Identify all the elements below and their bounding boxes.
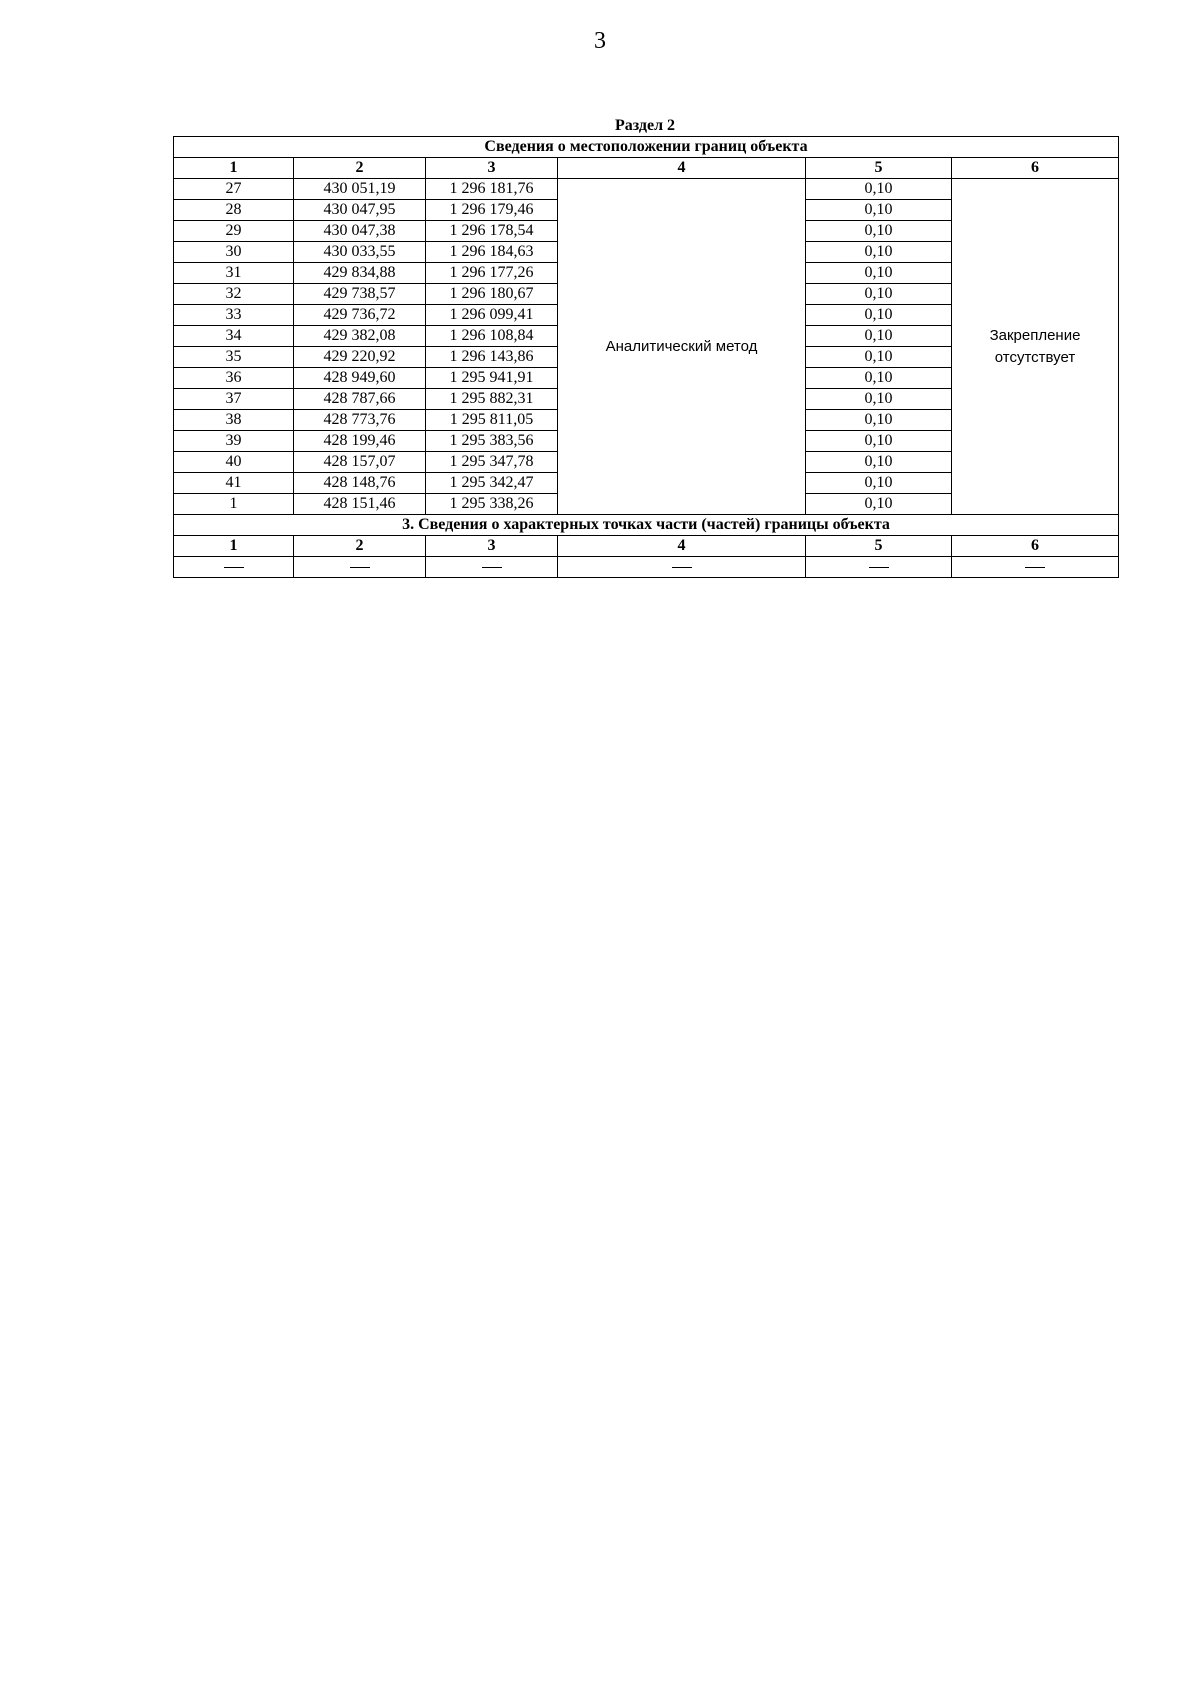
- accuracy-cell: 0,10: [806, 326, 952, 347]
- section-title: Раздел 2: [614, 117, 676, 134]
- empty-row: [174, 557, 1119, 578]
- column-number-row-2: [174, 536, 1119, 557]
- y-coordinate-cell: 1 296 143,86: [426, 347, 558, 368]
- accuracy-cell: 0,10: [806, 200, 952, 221]
- point-number-cell: 29: [174, 221, 294, 242]
- point-number-cell: 35: [174, 347, 294, 368]
- x-coordinate-cell: 429 382,08: [294, 326, 426, 347]
- y-coordinate-cell: 1 296 178,54: [426, 221, 558, 242]
- accuracy-cell: 0,10: [806, 473, 952, 494]
- point-number-cell: 31: [174, 263, 294, 284]
- accuracy-cell: 0,10: [806, 410, 952, 431]
- accuracy-cell: 0,10: [806, 494, 952, 515]
- y-coordinate-cell: 1 295 347,78: [426, 452, 558, 473]
- y-coordinate-cell: 1 296 099,41: [426, 305, 558, 326]
- column-number: 4: [558, 158, 806, 179]
- point-number-cell: 41: [174, 473, 294, 494]
- accuracy-cell: 0,10: [806, 242, 952, 263]
- x-coordinate-cell: 428 151,46: [294, 494, 426, 515]
- empty-cell: [558, 557, 806, 578]
- x-coordinate-cell: 428 157,07: [294, 452, 426, 473]
- x-coordinate-cell: 429 738,57: [294, 284, 426, 305]
- y-coordinate-cell: 1 296 184,63: [426, 242, 558, 263]
- y-coordinate-cell: 1 295 338,26: [426, 494, 558, 515]
- table-title: Сведения о местоположении границ объекта: [174, 137, 1119, 158]
- dash-mark: [1025, 567, 1045, 568]
- empty-cell: [806, 557, 952, 578]
- point-number-cell: 27: [174, 179, 294, 200]
- x-coordinate-cell: 428 949,60: [294, 368, 426, 389]
- accuracy-cell: 0,10: [806, 431, 952, 452]
- accuracy-cell: 0,10: [806, 389, 952, 410]
- y-coordinate-cell: 1 296 180,67: [426, 284, 558, 305]
- empty-cell: [952, 557, 1119, 578]
- accuracy-cell: 0,10: [806, 305, 952, 326]
- empty-cell: [174, 557, 294, 578]
- point-number-cell: 34: [174, 326, 294, 347]
- point-number-cell: 1: [174, 494, 294, 515]
- page-number: 3: [594, 28, 606, 54]
- point-number-cell: 38: [174, 410, 294, 431]
- column-number: 3: [426, 536, 558, 557]
- point-number-cell: 28: [174, 200, 294, 221]
- x-coordinate-cell: 428 199,46: [294, 431, 426, 452]
- column-number: 5: [806, 536, 952, 557]
- table-title-row: [174, 137, 1119, 158]
- dash-mark: [869, 567, 889, 568]
- x-coordinate-cell: 429 220,92: [294, 347, 426, 368]
- y-coordinate-cell: 1 295 941,91: [426, 368, 558, 389]
- x-coordinate-cell: 428 148,76: [294, 473, 426, 494]
- y-coordinate-cell: 1 295 811,05: [426, 410, 558, 431]
- column-number-row: [174, 158, 1119, 179]
- empty-cell: [294, 557, 426, 578]
- fixation-cell: Закрепление отсутствует: [952, 179, 1119, 515]
- column-number: 4: [558, 536, 806, 557]
- point-number-cell: 36: [174, 368, 294, 389]
- point-number-cell: 32: [174, 284, 294, 305]
- accuracy-cell: 0,10: [806, 368, 952, 389]
- method-cell: Аналитический метод: [558, 179, 806, 515]
- x-coordinate-cell: 430 033,55: [294, 242, 426, 263]
- x-coordinate-cell: 428 787,66: [294, 389, 426, 410]
- table-title-row-2: [174, 515, 1119, 536]
- column-number: 2: [294, 158, 426, 179]
- x-coordinate-cell: 430 047,38: [294, 221, 426, 242]
- column-number: 5: [806, 158, 952, 179]
- column-number: 6: [952, 158, 1119, 179]
- dash-mark: [224, 567, 244, 568]
- column-number: 6: [952, 536, 1119, 557]
- x-coordinate-cell: 430 051,19: [294, 179, 426, 200]
- empty-cell: [426, 557, 558, 578]
- y-coordinate-cell: 1 296 177,26: [426, 263, 558, 284]
- point-number-cell: 37: [174, 389, 294, 410]
- column-number: 1: [174, 536, 294, 557]
- x-coordinate-cell: 430 047,95: [294, 200, 426, 221]
- y-coordinate-cell: 1 296 179,46: [426, 200, 558, 221]
- y-coordinate-cell: 1 296 181,76: [426, 179, 558, 200]
- point-number-cell: 30: [174, 242, 294, 263]
- accuracy-cell: 0,10: [806, 263, 952, 284]
- y-coordinate-cell: 1 295 882,31: [426, 389, 558, 410]
- dash-mark: [482, 567, 502, 568]
- accuracy-cell: 0,10: [806, 221, 952, 242]
- table-title-2: 3. Сведения о характерных точках части (частей) границы объекта: [174, 515, 1119, 536]
- column-number: 1: [174, 158, 294, 179]
- point-number-cell: 40: [174, 452, 294, 473]
- accuracy-cell: 0,10: [806, 179, 952, 200]
- point-number-cell: 33: [174, 305, 294, 326]
- table-row: [174, 179, 1119, 200]
- dash-mark: [350, 567, 370, 568]
- y-coordinate-cell: 1 295 342,47: [426, 473, 558, 494]
- accuracy-cell: 0,10: [806, 452, 952, 473]
- point-number-cell: 39: [174, 431, 294, 452]
- column-number: 2: [294, 536, 426, 557]
- x-coordinate-cell: 428 773,76: [294, 410, 426, 431]
- x-coordinate-cell: 429 834,88: [294, 263, 426, 284]
- boundary-table: [173, 136, 1119, 578]
- x-coordinate-cell: 429 736,72: [294, 305, 426, 326]
- column-number: 3: [426, 158, 558, 179]
- dash-mark: [672, 567, 692, 568]
- y-coordinate-cell: 1 295 383,56: [426, 431, 558, 452]
- accuracy-cell: 0,10: [806, 347, 952, 368]
- y-coordinate-cell: 1 296 108,84: [426, 326, 558, 347]
- accuracy-cell: 0,10: [806, 284, 952, 305]
